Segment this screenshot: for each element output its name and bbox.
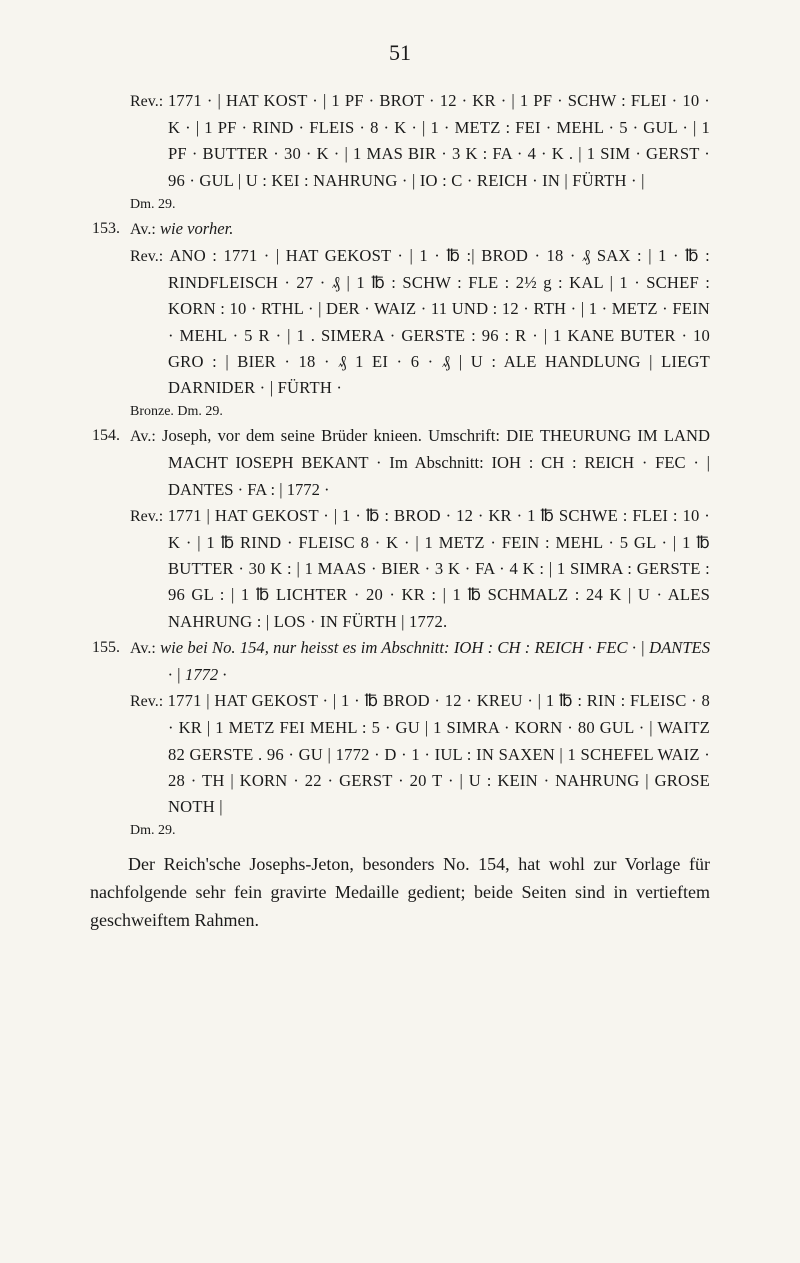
av-label: Av.: [130, 220, 156, 238]
rev-text: ANO : 1771 · | HAT GEKOST · | 1 · ℔ :| BROD · 18 · ₰ SAX : | 1 · ℔ : RINDFLEISCH · 27 · ₰ | 1 ℔ : SCHW : FLE : 2½ g : KAL | 1 · SCHEF : KORN : 10 · RTHL · | DER · WAIZ · 11 UND : 12 · RTH · | 1 · METZ · FEIN · MEHL · 5 R · | 1 . SIMERA · GERSTE : 96 : R · | 1 KANE BUTER · 10 GRO : | BIER · 18 · ₰ 1 EI · 6 · ₰ | U : ALE HANDLUNG | LIEGT DARNIDER · | FÜRTH · [168, 246, 710, 398]
av-text: wie vorher. [159, 218, 234, 238]
entry-number: 155. [92, 638, 120, 656]
entry-note: Dm. 29. [130, 196, 176, 212]
av-label: Av.: [130, 428, 156, 446]
av-block [130, 423, 710, 503]
rev-text: 1771 · | HAT KOST · | 1 PF · BROT · 12 · KR · | 1 PF · SCHW : FLEI · 10 · K · | 1 PF · RIND · FLEIS · 8 · K · | 1 · METZ : FEI · MEHL · 5 · GUL · | 1 PF · BUTTER · 30 · K · | 1 MAS BIR · 3 K : FA · 4 · K . | 1 SIM · GERST · 96 · GUL | U : KEI : NAHRUNG · | IO : C · REICH · IN | FÜRTH · | [167, 91, 710, 190]
entry-number: 153. [92, 219, 120, 237]
av-block [130, 635, 710, 688]
rev-text: 1771 | HAT GEKOST · | 1 · ℔ BROD · 12 · KREU · | 1 ℔ : RIN : FLEISC · 8 · KR | 1 METZ FEI MEHL : 5 · GU | 1 SIMRA · KORN · 80 GUL · | WAITZ 82 GERSTE . 96 · GU | 1772 · D · 1 · IUL : IN SAXEN | 1 SCHEFEL WAIZ · 28 · TH | KORN · 22 · GERST · 20 T · | U : KEIN · NAHRUNG | GROSE NOTH | [167, 691, 711, 817]
rev-block [130, 88, 710, 194]
page-content [90, 88, 710, 952]
entry-154 [90, 423, 710, 635]
entry-153 [90, 216, 710, 423]
closing-paragraph: Der Reich'sche Josephs-Jeton, besonders No. 154, hat wohl zur Vorlage für nachfolgende sehr fein gravirte Medaille gedient; beide Seiten sind in vertieftem geschweiftem Rahmen. [90, 854, 710, 931]
rev-label: Rev.: [130, 507, 164, 525]
rev-label: Rev.: [130, 93, 164, 110]
entry-number: 154. [92, 427, 120, 445]
rev-label: Rev.: [130, 248, 164, 266]
rev-block [130, 243, 710, 401]
av-label: Av.: [130, 639, 156, 657]
rev-block [130, 688, 710, 820]
rev-label: Rev.: [130, 693, 164, 711]
entry-note: Bronze. Dm. 29. [130, 404, 223, 420]
page-number: 51 [389, 40, 411, 65]
rev-text: 1771 | HAT GEKOST · | 1 · ℔ : BROD · 12 · KR · 1 ℔ SCHWE : FLEI : 10 · K · | 1 ℔ RIND · FLEISC 8 · K · | 1 METZ · FEIN : MEHL · 5 GL · | 1 ℔ BUTTER · 30 K : | 1 MAAS · BIER · 3 K · FA · 4 K : | 1 SIMRA : GERSTE : 96 GL : | 1 ℔ LICHTER · 20 · KR : | 1 ℔ SCHMALZ : 24 K | U · ALES NAHRUNG : | LOS · IN FÜRTH | 1772. [167, 505, 710, 631]
entry-intro [90, 88, 710, 216]
av-text: wie bei No. 154, nur heisst es im Abschnitt: IOH : CH : REICH · FEC · | DANTES · | 1772 · [160, 637, 710, 685]
entry-155 [90, 635, 710, 842]
entry-note: Dm. 29. [130, 823, 176, 839]
av-text: Joseph, vor dem seine Brüder knieen. Umschrift: DIE THEURUNG IM LAND MACHT IOSEPH BEKANT · Im Abschnitt: IOH : CH : REICH · FEC · | DANTES · FA : | 1772 · [162, 426, 710, 499]
av-block [130, 216, 710, 243]
rev-block [130, 503, 710, 635]
